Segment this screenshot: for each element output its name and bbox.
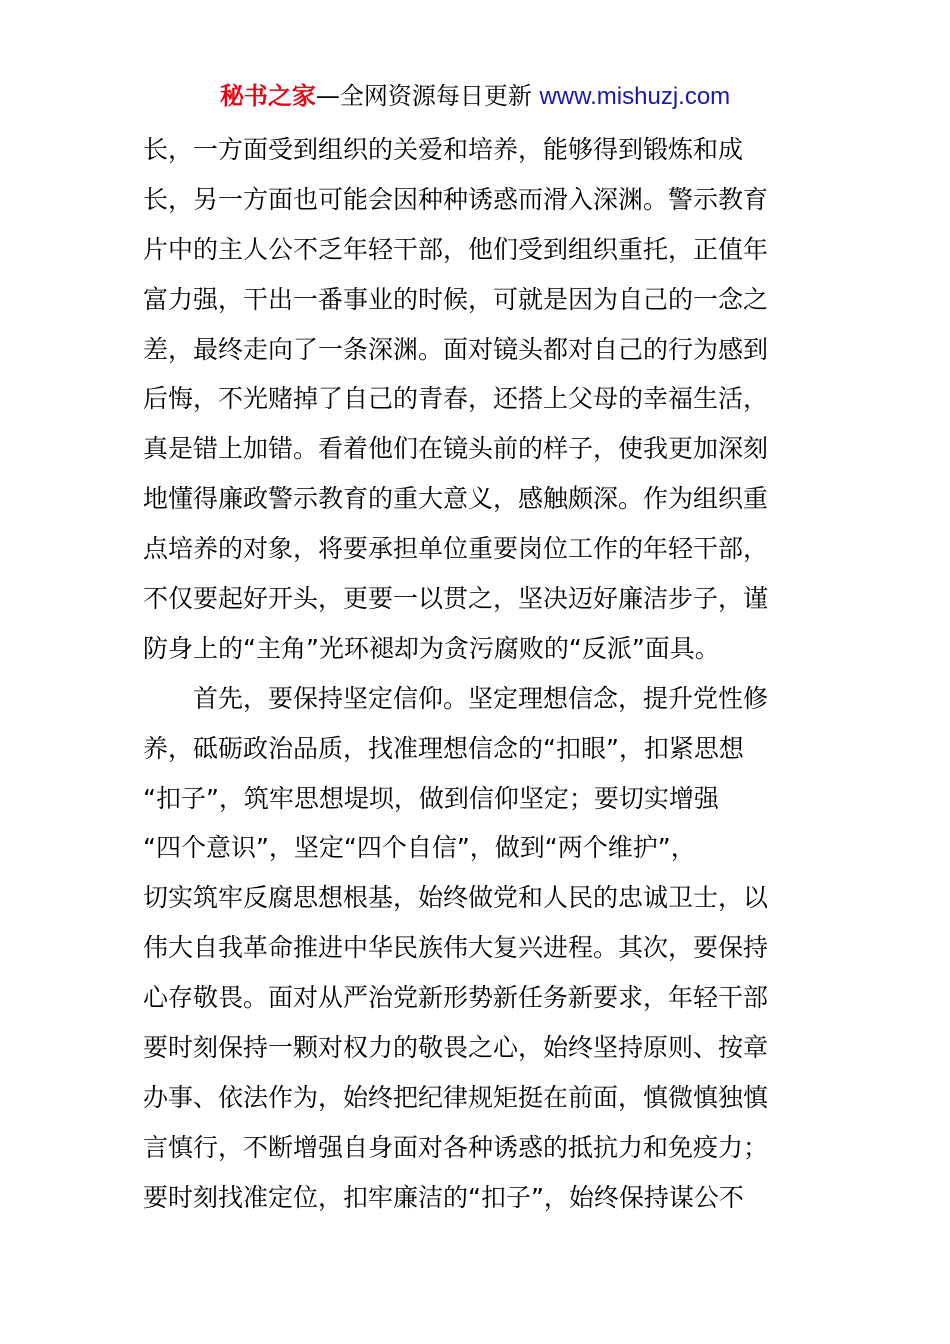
text-line: 防身上的“主角”光环褪却为贪污腐败的“反派”面具。 (143, 633, 720, 663)
text-line: “扣子”，筑牢思想堤坝，做到信仰坚定；要切实增强 (143, 783, 719, 813)
text-line: 长，一方面受到组织的关爱和培养，能够得到锻炼和成 (143, 135, 744, 164)
text-line: 富力强，干出一番事业的时候，可就是因为自己的一念之 (143, 284, 769, 314)
text-line: 切实筑牢反腐思想根基，始终做党和人民的忠诚卫士，以 (143, 883, 769, 913)
text-line: 地懂得廉政警示教育的重大意义，感触颇深。作为组织重 (143, 484, 769, 514)
text-line: 言慎行，不断增强自身面对各种诱惑的抵抗力和免疫力； (143, 1132, 769, 1162)
paragraph-start-line: 首先，要保持坚定信仰。坚定理想信念，提升党性修 (193, 683, 769, 713)
text-line: 养，砥砺政治品质，找准理想信念的“扣眼”，扣紧思想 (143, 733, 744, 763)
text-line: 点培养的对象，将要承担单位重要岗位工作的年轻干部， (143, 534, 769, 564)
site-header (0, 80, 950, 113)
text-line: 不仅要起好开头，更要一以贯之，坚决迈好廉洁步子，谨 (143, 584, 769, 614)
site-tagline: —全网资源每日更新 (315, 82, 532, 110)
site-url-link[interactable]: www.mishuzj.com (539, 83, 731, 110)
text-line: 伟大自我革命推进中华民族伟大复兴进程。其次，要保持 (143, 933, 769, 963)
text-line: 办事、依法作为，始终把纪律规矩挺在前面，慎微慎独慎 (143, 1082, 769, 1112)
text-line: 长，另一方面也可能会因种种诱惑而滑入深渊。警示教育 (143, 184, 769, 214)
text-line: 后悔，不光赌掉了自己的青春，还搭上父母的幸福生活， (143, 384, 769, 414)
text-line: 要时刻找准定位，扣牢廉洁的“扣子”，始终保持谋公不 (143, 1182, 744, 1212)
text-line: 心存敬畏。面对从严治党新形势新任务新要求，年轻干部 (143, 983, 769, 1013)
text-line: 真是错上加错。看着他们在镜头前的样子，使我更加深刻 (143, 434, 769, 464)
site-brand: 秘书之家 (219, 82, 316, 110)
text-line: 片中的主人公不乏年轻干部，他们受到组织重托，正值年 (143, 234, 769, 264)
document-body (143, 125, 823, 1223)
text-line: 要时刻保持一颗对权力的敬畏之心，始终坚持原则、按章 (143, 1033, 769, 1063)
text-line: 差，最终走向了一条深渊。面对镜头都对自己的行为感到 (143, 334, 769, 364)
text-line: “四个意识”，坚定“四个自信”，做到“两个维护”， (143, 833, 696, 863)
